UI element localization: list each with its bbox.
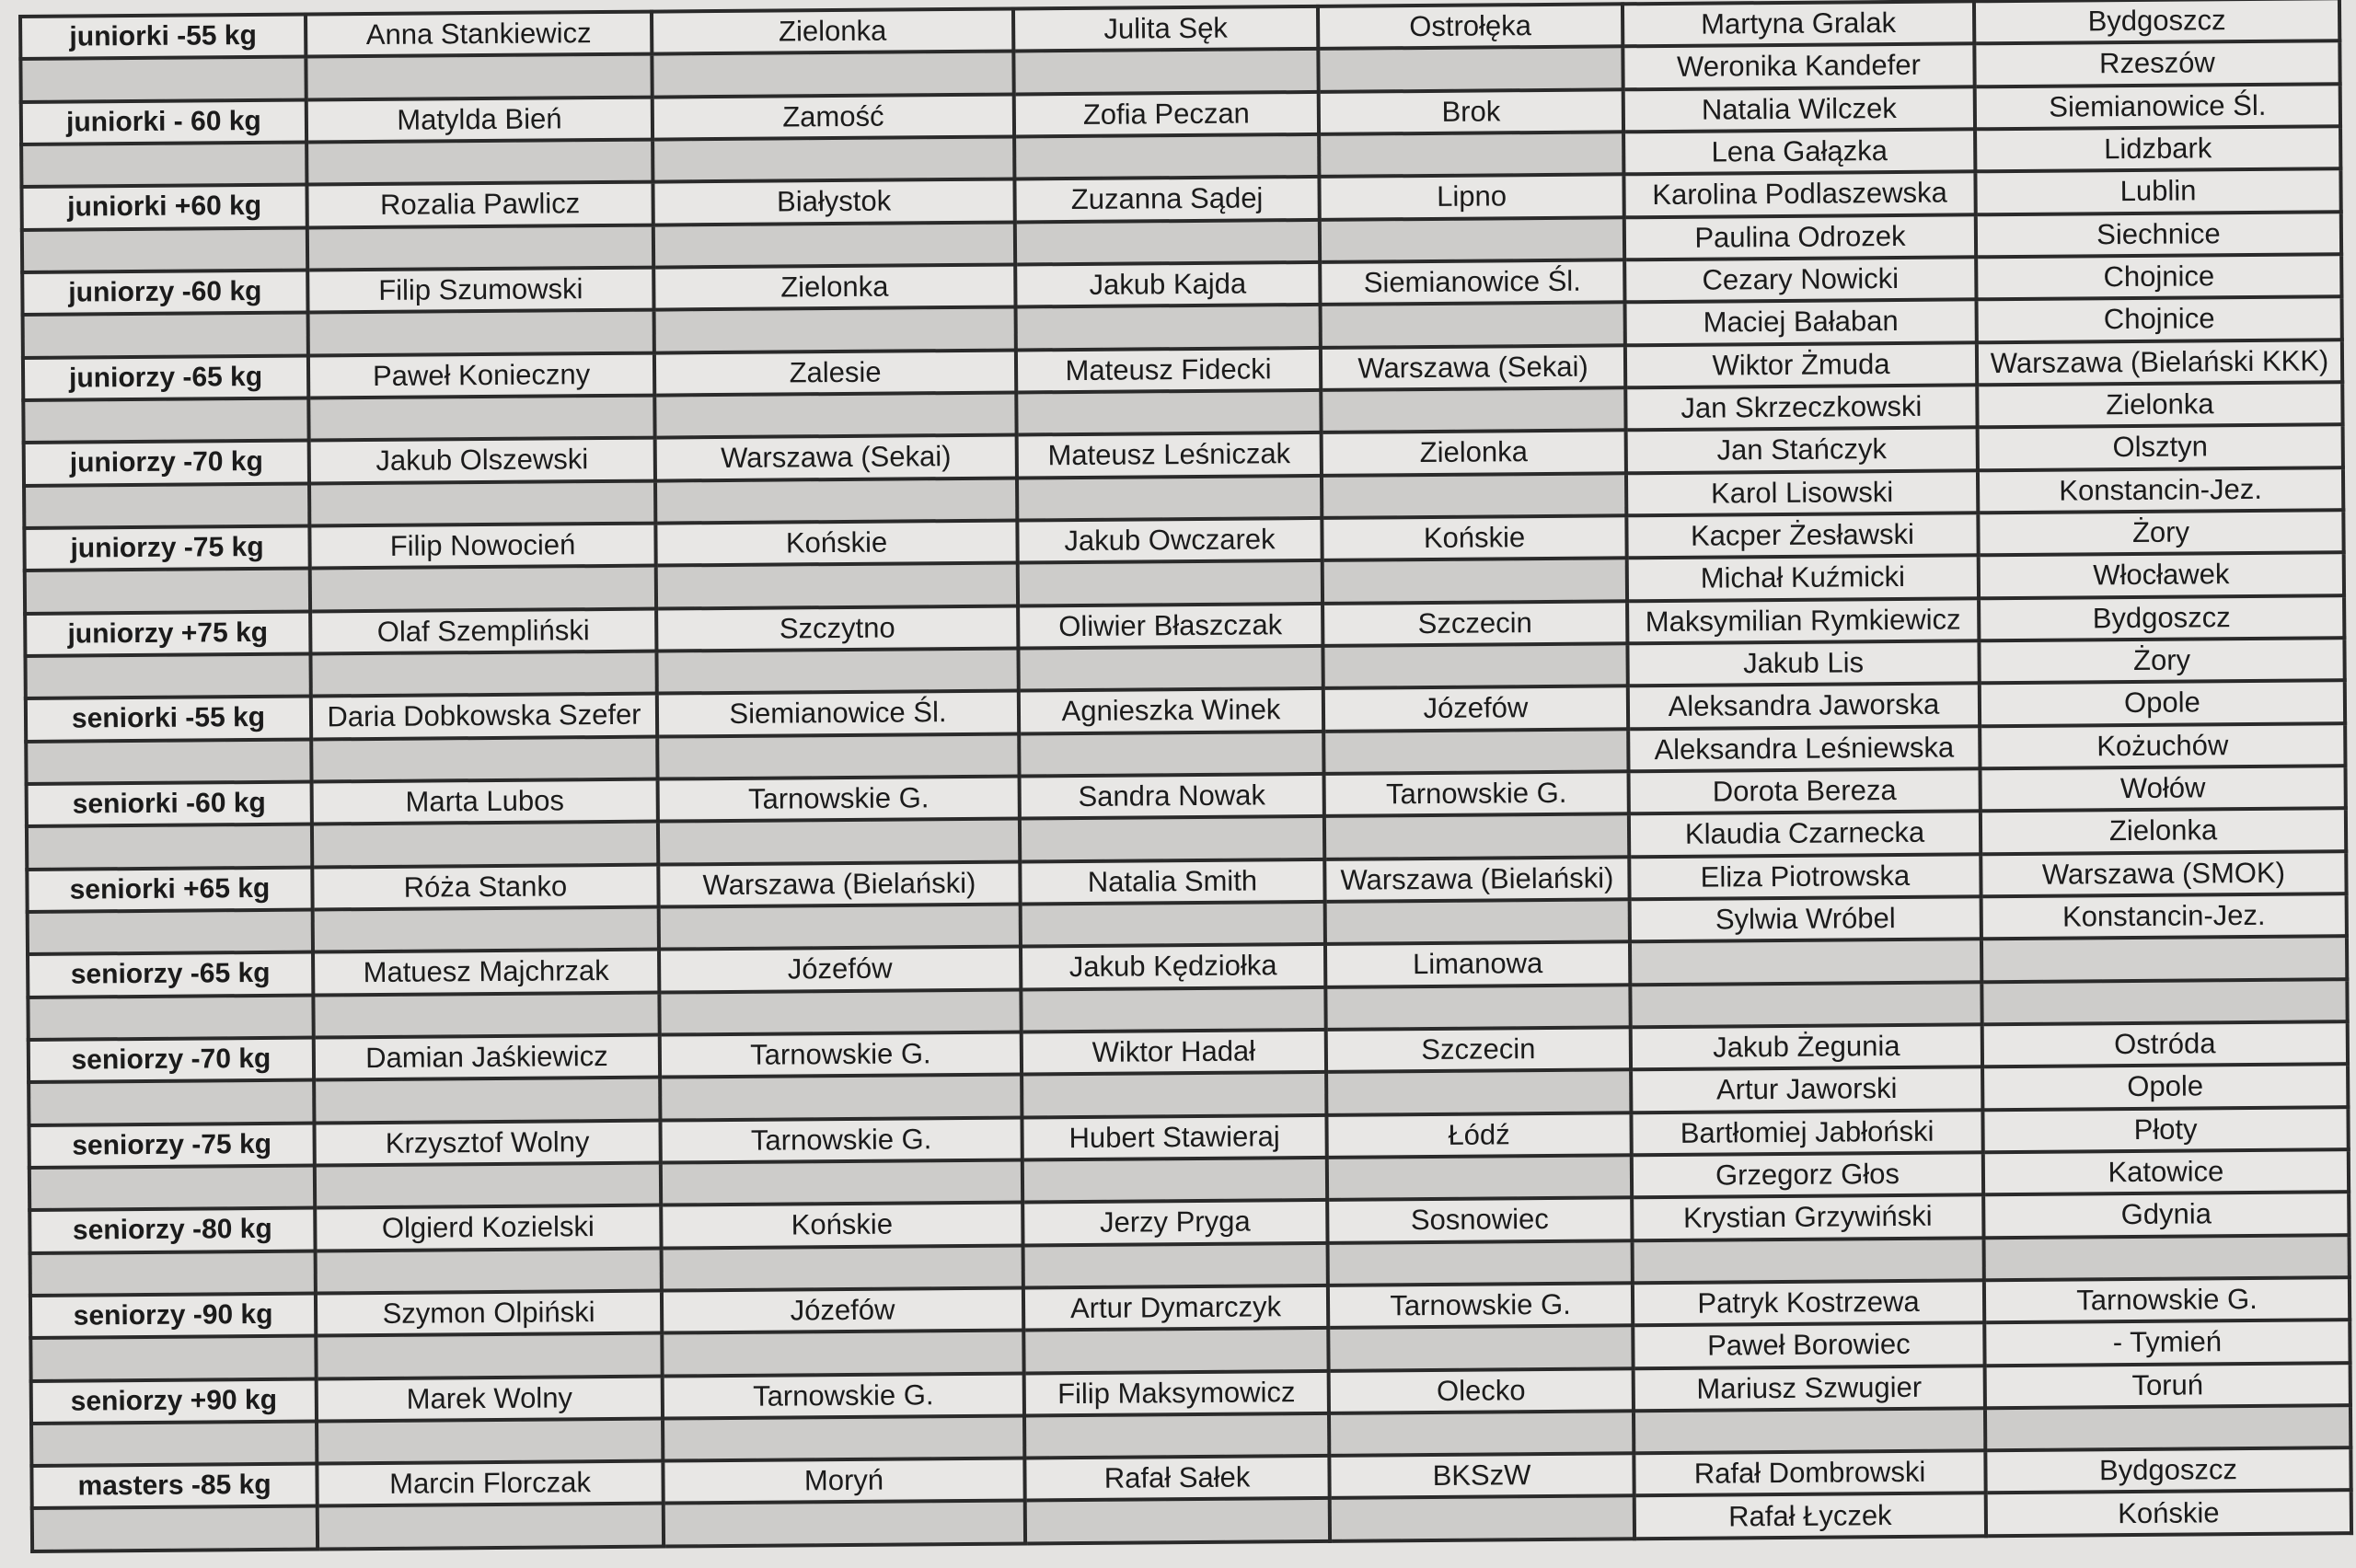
third-place-name <box>1630 939 1981 984</box>
third-place-name: Jan Stańczyk <box>1626 428 1978 473</box>
empty-cell <box>656 648 1018 693</box>
empty-cell <box>308 310 654 355</box>
empty-cell <box>655 478 1017 523</box>
second-place-name: Natalia Smith <box>1020 859 1324 904</box>
empty-cell <box>1021 986 1325 1032</box>
third-place-club: Żory <box>1978 510 2343 555</box>
first-place-club: Zalesie <box>654 350 1016 395</box>
first-place-name: Olgierd Kozielski <box>315 1205 661 1251</box>
category-cell: seniorzy -75 kg <box>29 1123 314 1168</box>
category-cell: seniorki +65 kg <box>27 867 312 912</box>
second-place-club: Warszawa (Sekai) <box>1321 345 1625 390</box>
first-place-club: Zamość <box>653 94 1014 139</box>
empty-cell <box>315 1162 661 1207</box>
third-place-name: Natalia Wilczek <box>1623 86 1975 132</box>
third-place-name: Paweł Borowiec <box>1633 1322 1984 1367</box>
third-place-club: Tarnowskie G. <box>1984 1277 2350 1322</box>
empty-cell <box>29 1080 314 1125</box>
first-place-club: Końskie <box>661 1203 1022 1248</box>
empty-cell <box>309 480 655 525</box>
third-place-club: Kożuchów <box>1980 723 2345 768</box>
first-place-name: Szymon Olpiński <box>316 1290 662 1335</box>
empty-cell <box>661 1159 1022 1205</box>
third-place-name: Eliza Piotrowska <box>1629 854 1981 899</box>
category-cell: seniorzy +90 kg <box>31 1378 317 1424</box>
empty-cell <box>1017 476 1322 521</box>
empty-cell <box>1024 1413 1329 1458</box>
empty-cell <box>311 736 657 781</box>
results-sheet <box>18 0 2350 1553</box>
empty-cell <box>31 1421 317 1466</box>
empty-cell <box>306 54 652 99</box>
second-place-club: Warszawa (Bielański) <box>1324 857 1629 902</box>
empty-cell <box>310 651 656 696</box>
category-cell: juniorzy +75 kg <box>25 611 310 656</box>
empty-cell <box>1328 1325 1633 1370</box>
first-place-club: Józefów <box>659 947 1021 992</box>
third-place-club: Lidzbark <box>1975 126 2340 171</box>
second-place-club: Zielonka <box>1322 431 1626 476</box>
empty-cell <box>1016 305 1321 350</box>
second-place-name: Oliwier Błaszczak <box>1018 603 1322 648</box>
first-place-club: Białystok <box>653 179 1014 225</box>
third-place-club: Żory <box>1979 638 2344 683</box>
third-place-club: Rzeszów <box>1974 41 2339 86</box>
third-place-club: - Tymień <box>1984 1320 2350 1365</box>
third-place-name: Kacper Żesławski <box>1626 513 1978 558</box>
second-place-name: Mateusz Fidecki <box>1016 348 1321 393</box>
empty-cell <box>310 566 656 611</box>
empty-cell <box>25 569 310 614</box>
third-place-club: Bydgoszcz <box>1985 1447 2350 1493</box>
empty-cell <box>1321 387 1625 432</box>
third-place-club: Opole <box>1982 1064 2348 1109</box>
third-place-name: Sylwia Wróbel <box>1630 896 1981 941</box>
empty-cell <box>24 483 309 528</box>
third-place-name: Rafał Dombrowski <box>1634 1450 1985 1495</box>
empty-cell <box>1014 134 1319 179</box>
third-place-club: Toruń <box>1985 1363 2350 1408</box>
empty-cell <box>1023 1242 1328 1287</box>
third-place-name: Rafał Łyczek <box>1634 1493 1986 1539</box>
empty-cell <box>660 1075 1022 1120</box>
second-place-name: Mateusz Leśniczak <box>1017 432 1322 478</box>
empty-cell <box>1318 47 1623 92</box>
empty-cell <box>1327 1155 1632 1200</box>
second-place-club: Szczecin <box>1322 601 1627 646</box>
third-place-name: Aleksandra Jaworska <box>1628 684 1980 729</box>
empty-cell <box>22 227 307 272</box>
second-place-name: Sandra Nowak <box>1020 774 1324 819</box>
third-place-club: Warszawa (SMOK) <box>1981 851 2346 896</box>
third-place-club: Lublin <box>1975 168 2340 213</box>
third-place-name: Weronika Kandefer <box>1623 44 1974 89</box>
second-place-club: Tarnowskie G. <box>1328 1283 1633 1328</box>
third-place-name: Aleksandra Leśniewska <box>1628 726 1980 771</box>
third-place-name: Bartłomiej Jabłoński <box>1631 1110 1982 1155</box>
first-place-name: Róża Stanko <box>312 864 658 909</box>
third-place-club: Końskie <box>1986 1491 2351 1537</box>
first-place-club: Końskie <box>655 520 1017 565</box>
empty-cell <box>1324 814 1629 859</box>
empty-cell <box>21 143 306 188</box>
empty-cell <box>1013 49 1318 94</box>
first-place-name: Jakub Olszewski <box>309 438 655 483</box>
category-cell: juniorki - 60 kg <box>21 99 306 144</box>
third-place-name: Lena Gałązka <box>1623 129 1975 174</box>
third-place-name: Klaudia Czarnecka <box>1629 812 1981 857</box>
empty-cell <box>23 313 308 358</box>
third-place-club: Ostróda <box>1982 1021 2348 1066</box>
empty-cell <box>1019 731 1323 776</box>
first-place-name: Marcin Florczak <box>317 1461 663 1506</box>
third-place-name: Krystian Grzywiński <box>1632 1194 1983 1239</box>
empty-cell <box>1322 559 1627 604</box>
third-place-club: Olsztyn <box>1978 424 2343 469</box>
third-place-club: Siemianowice Śl. <box>1975 84 2340 129</box>
second-place-club: Brok <box>1319 89 1623 134</box>
second-place-club: Limanowa <box>1325 941 1630 986</box>
first-place-club: Warszawa (Sekai) <box>655 435 1017 480</box>
third-place-name: Maksymilian Rymkiewicz <box>1627 598 1979 643</box>
third-place-club: Zielonka <box>1981 808 2346 853</box>
empty-cell <box>1329 1411 1634 1456</box>
empty-cell <box>25 653 310 698</box>
empty-cell <box>32 1506 318 1551</box>
third-place-name: Jan Skrzeczkowski <box>1625 385 1977 430</box>
empty-cell <box>654 307 1016 352</box>
second-place-name: Jakub Kędziołka <box>1021 944 1325 989</box>
second-place-club: Siemianowice Śl. <box>1320 259 1624 305</box>
category-cell: juniorki +60 kg <box>21 185 306 230</box>
second-place-name: Hubert Stawieraj <box>1022 1114 1326 1159</box>
first-place-name: Filip Nowocień <box>309 524 655 569</box>
empty-cell <box>28 909 313 954</box>
empty-cell <box>1320 217 1624 262</box>
third-place-name: Mariusz Szwugier <box>1634 1366 1985 1411</box>
empty-cell <box>656 563 1018 608</box>
first-place-club: Tarnowskie G. <box>658 776 1020 821</box>
first-place-name: Marta Lubos <box>312 778 658 824</box>
second-place-club: Łódź <box>1326 1113 1631 1158</box>
third-place-name: Cezary Nowicki <box>1624 257 1976 302</box>
first-place-club: Zielonka <box>652 9 1013 54</box>
empty-cell <box>1016 390 1321 435</box>
second-place-club: Szczecin <box>1326 1027 1631 1072</box>
third-place-name: Maciej Bałaban <box>1625 300 1977 345</box>
results-table-body <box>20 0 2351 1551</box>
first-place-name: Matylda Bień <box>306 97 653 142</box>
empty-cell <box>28 995 313 1040</box>
empty-cell <box>30 1251 316 1296</box>
second-place-name: Jakub Owczarek <box>1017 518 1322 563</box>
first-place-club: Tarnowskie G. <box>663 1373 1024 1418</box>
third-place-name <box>1630 982 1981 1027</box>
third-place-name: Karolina Podlaszewska <box>1623 172 1975 217</box>
category-cell: seniorki -55 kg <box>26 697 311 742</box>
third-place-club: Bydgoszcz <box>1974 0 2339 44</box>
category-cell: seniorzy -90 kg <box>30 1293 316 1338</box>
first-place-club: Szczytno <box>656 605 1018 651</box>
results-table <box>18 0 2353 1553</box>
category-cell: seniorzy -70 kg <box>29 1037 314 1082</box>
empty-cell <box>1020 816 1324 861</box>
empty-cell <box>26 739 311 784</box>
empty-cell <box>662 1331 1023 1376</box>
empty-cell <box>27 824 312 870</box>
third-place-name: Grzegorz Głos <box>1632 1152 1983 1197</box>
second-place-club: Lipno <box>1319 175 1623 220</box>
second-place-name: Artur Dymarczyk <box>1023 1286 1328 1331</box>
empty-cell <box>1319 132 1623 177</box>
first-place-club: Józefów <box>662 1287 1023 1332</box>
first-place-club: Siemianowice Śl. <box>657 691 1019 736</box>
third-place-club <box>1981 979 2347 1024</box>
third-place-name: Patryk Kostrzewa <box>1633 1280 1984 1325</box>
first-place-name: Rozalia Pawlicz <box>306 182 653 227</box>
empty-cell <box>1018 646 1322 691</box>
empty-cell <box>20 57 306 102</box>
empty-cell <box>1022 1072 1326 1117</box>
category-cell: juniorzy -65 kg <box>23 355 308 400</box>
empty-cell <box>30 1336 316 1381</box>
empty-cell <box>313 992 659 1037</box>
category-cell: seniorki -60 kg <box>27 781 312 826</box>
third-place-club: Wołów <box>1980 766 2345 811</box>
third-place-name: Michał Kuźmicki <box>1627 556 1979 601</box>
third-place-name: Martyna Gralak <box>1623 1 1974 46</box>
category-cell: juniorki -55 kg <box>20 15 306 60</box>
first-place-club: Moryń <box>663 1458 1024 1504</box>
empty-cell <box>308 396 654 441</box>
second-place-name: Wiktor Hadał <box>1022 1030 1326 1075</box>
category-cell: seniorzy -80 kg <box>29 1208 315 1253</box>
first-place-name: Krzysztof Wolny <box>314 1120 660 1165</box>
first-place-name: Daria Dobkowska Szefer <box>311 694 657 739</box>
empty-cell <box>1322 643 1627 688</box>
second-place-club: Ostrołęka <box>1318 4 1623 49</box>
third-place-club: Włocławek <box>1979 552 2344 597</box>
empty-cell <box>314 1078 660 1123</box>
third-place-name: Dorota Bereza <box>1629 768 1981 813</box>
third-place-name: Paulina Odrozek <box>1624 214 1976 259</box>
empty-cell <box>1015 220 1320 265</box>
third-place-club: Siechnice <box>1976 212 2341 257</box>
empty-cell <box>307 225 653 270</box>
third-place-name: Karol Lisowski <box>1626 470 1978 515</box>
empty-cell <box>1322 473 1626 518</box>
first-place-name: Olaf Szempliński <box>310 608 656 653</box>
empty-cell <box>29 1165 315 1210</box>
third-place-club: Konstancin-Jez. <box>1981 894 2347 939</box>
empty-cell <box>1325 899 1630 944</box>
third-place-club: Zielonka <box>1977 382 2342 427</box>
empty-cell <box>318 1504 664 1549</box>
second-place-club: Józefów <box>1323 686 1628 732</box>
first-place-name: Marek Wolny <box>317 1376 663 1421</box>
first-place-name: Paweł Konieczny <box>308 352 654 398</box>
empty-cell <box>659 989 1021 1034</box>
third-place-club: Konstancin-Jez. <box>1978 467 2343 513</box>
first-place-name: Filip Szumowski <box>307 268 653 313</box>
third-place-name <box>1633 1238 1984 1283</box>
empty-cell <box>1025 1498 1330 1543</box>
empty-cell <box>306 140 653 185</box>
empty-cell <box>1326 1069 1631 1114</box>
empty-cell <box>312 822 658 867</box>
empty-cell <box>1330 1496 1634 1541</box>
third-place-club <box>1984 1235 2350 1280</box>
empty-cell <box>1325 985 1630 1030</box>
third-place-name: Artur Jaworski <box>1631 1066 1982 1112</box>
first-place-club: Tarnowskie G. <box>660 1117 1022 1162</box>
empty-cell <box>653 222 1015 267</box>
second-place-name: Rafał Sałek <box>1024 1456 1329 1501</box>
category-cell: juniorzy -75 kg <box>24 525 309 571</box>
third-place-club: Chojnice <box>1976 296 2341 341</box>
second-place-name: Filip Maksymowicz <box>1024 1370 1329 1415</box>
empty-cell <box>1328 1240 1633 1286</box>
empty-cell <box>1321 303 1625 348</box>
second-place-club: Końskie <box>1322 515 1626 560</box>
empty-cell <box>1021 902 1325 947</box>
third-place-club: Opole <box>1980 680 2345 725</box>
empty-cell <box>1018 560 1322 605</box>
empty-cell <box>316 1333 662 1378</box>
empty-cell <box>663 1415 1024 1460</box>
second-place-name: Julita Sęk <box>1013 6 1318 52</box>
empty-cell <box>659 904 1021 949</box>
second-place-name: Zuzanna Sądej <box>1014 177 1319 222</box>
first-place-name: Matuesz Majchrzak <box>313 950 659 995</box>
empty-cell <box>662 1245 1023 1290</box>
third-place-club: Katowice <box>1983 1149 2349 1194</box>
second-place-club: Olecko <box>1329 1368 1634 1413</box>
empty-cell <box>654 392 1016 437</box>
third-place-club: Warszawa (Bielański KKK) <box>1977 340 2342 385</box>
third-place-name: Jakub Lis <box>1627 640 1979 686</box>
first-place-club: Zielonka <box>653 264 1015 309</box>
empty-cell <box>1022 1158 1327 1203</box>
third-place-club: Chojnice <box>1976 254 2341 299</box>
category-cell: masters -85 kg <box>31 1464 317 1509</box>
empty-cell <box>1023 1328 1328 1373</box>
second-place-club: Tarnowskie G. <box>1324 771 1629 816</box>
first-place-club: Tarnowskie G. <box>660 1032 1022 1077</box>
third-place-club: Bydgoszcz <box>1979 595 2344 640</box>
second-place-club: Sosnowiec <box>1327 1197 1632 1242</box>
empty-cell <box>23 398 308 443</box>
second-place-name: Jakub Kajda <box>1015 262 1320 307</box>
first-place-name: Anna Stankiewicz <box>306 12 652 57</box>
category-cell: juniorzy -70 kg <box>24 441 309 486</box>
third-place-club <box>1981 936 2347 981</box>
second-place-club: BKSzW <box>1329 1453 1634 1498</box>
third-place-club: Płoty <box>1982 1107 2348 1152</box>
third-place-name <box>1634 1408 1985 1453</box>
category-cell: seniorzy -65 kg <box>28 952 313 997</box>
first-place-club: Warszawa (Bielański) <box>658 861 1020 906</box>
empty-cell <box>652 52 1013 97</box>
empty-cell <box>317 1418 663 1463</box>
empty-cell <box>658 819 1020 864</box>
empty-cell <box>657 733 1019 778</box>
empty-cell <box>316 1248 662 1293</box>
category-cell: juniorzy -60 kg <box>22 271 307 316</box>
third-place-name: Jakub Żegunia <box>1631 1024 1982 1069</box>
second-place-name: Jerzy Pryga <box>1022 1200 1327 1245</box>
third-place-club <box>1985 1405 2350 1450</box>
third-place-club: Gdynia <box>1983 1192 2349 1237</box>
empty-cell <box>653 136 1014 181</box>
third-place-name: Wiktor Żmuda <box>1625 342 1977 387</box>
empty-cell <box>1323 729 1628 774</box>
empty-cell <box>313 906 659 951</box>
second-place-name: Agnieszka Winek <box>1019 688 1323 733</box>
first-place-name: Damian Jaśkiewicz <box>314 1034 660 1079</box>
second-place-name: Zofia Peczan <box>1014 92 1319 137</box>
empty-cell <box>664 1501 1025 1547</box>
